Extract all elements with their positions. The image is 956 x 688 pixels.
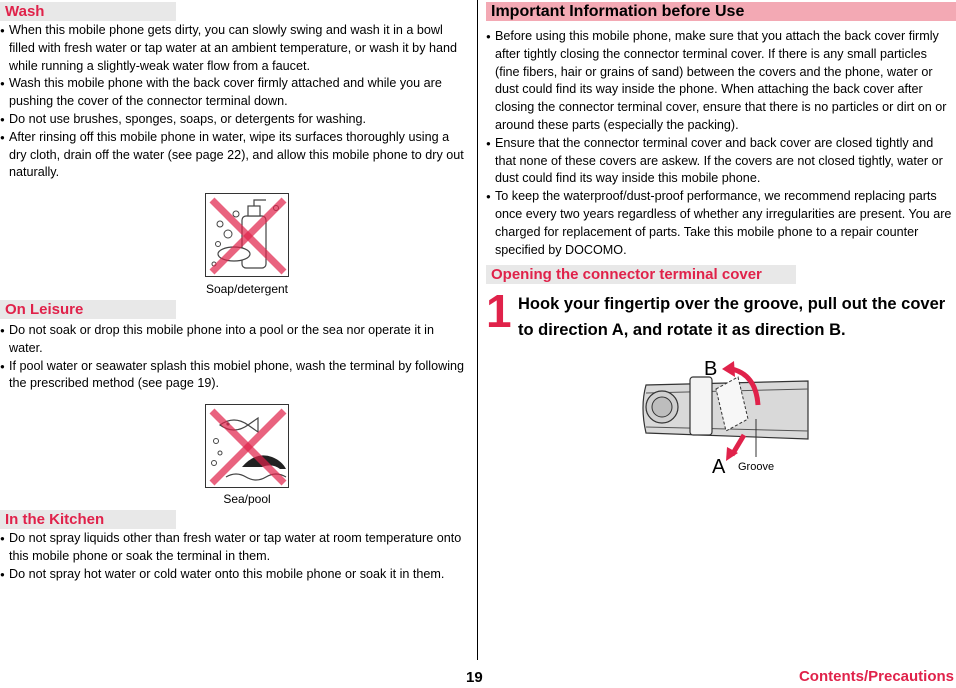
list-item: ● Do not spray liquids other than fresh water or tap water at room temperature onto this mobile phone or soak the terminal in them. xyxy=(0,530,466,566)
list-item: ● Ensure that the connector terminal cover and back cover are closed tightly and that none of these covers are askew. If the covers are not closed tightly, water or dust could find its way inside this mobile phone. xyxy=(486,135,952,188)
list-item: ● Do not soak or drop this mobile phone into a pool or the sea nor operate it in water. xyxy=(0,322,466,358)
important-info-heading: Important Information before Use xyxy=(486,2,956,21)
column-divider xyxy=(477,0,478,660)
list-item: ● If pool water or seawater splash this mobiel phone, wash the terminal by following the prescribed method (see page 19). xyxy=(0,358,466,394)
page-number: 19 xyxy=(466,669,483,686)
kitchen-bullet-list xyxy=(0,530,466,583)
step-instruction: Hook your fingertip over the groove, pull out the cover to direction A, and rotate it as direction B. xyxy=(518,295,946,339)
list-item: ● Do not spray hot water or cold water onto this mobile phone or soak it in them. xyxy=(0,566,466,584)
leisure-heading: On Leisure xyxy=(0,300,176,319)
soap-detergent-illustration xyxy=(205,193,289,277)
list-item: ● Wash this mobile phone with the back cover firmly attached and while you are pushing the cover of the connector terminal down. xyxy=(0,75,466,111)
leisure-bullet-list xyxy=(0,322,466,393)
soap-detergent-caption: Soap/detergent xyxy=(205,282,289,296)
wash-bullet-list xyxy=(0,22,466,182)
opening-cover-heading: Opening the connector terminal cover xyxy=(486,265,796,284)
important-bullet-list xyxy=(486,28,952,259)
contents-precautions-link[interactable]: Contents/Precautions xyxy=(798,668,954,685)
sea-pool-illustration xyxy=(205,404,289,488)
step-number: 1 xyxy=(486,285,512,337)
wash-heading: Wash xyxy=(0,2,176,21)
list-item: ● To keep the waterproof/dust-proof performance, we recommend replacing parts once every two years regardless of whether any irregularities are present. You are charged for replacement of parts. Take this mobile phone to a repair counter specified by DOCOMO. xyxy=(486,188,952,259)
list-item: ● When this mobile phone gets dirty, you can slowly swing and wash it in a bowl filled with fresh water or tap water at an ambient temperature, or wash it by hand while running a slightly-weak water flow from a faucet. xyxy=(0,22,466,75)
label-b: B xyxy=(704,358,718,380)
list-item: ● Before using this mobile phone, make sure that you attach the back cover firmly after tightly closing the connector terminal cover. If there is any small particles (fine fibers, hair or grains of sand) between the covers and the phone, water or dust could find its way inside the phone. When attaching the back cover after closing the connector terminal cover, ensure that there is no particles or dirt on or around these parts (especially the packing). xyxy=(486,28,952,135)
label-a: A xyxy=(712,456,726,477)
list-item: ● After rinsing off this mobile phone in water, wipe its surfaces thoroughly using a dry cloth, drain off the water (see page 22), and allow this mobile phone to dry out naturally. xyxy=(0,129,466,182)
label-groove: Groove xyxy=(738,461,775,473)
connector-cover-illustration xyxy=(636,355,812,477)
sea-pool-caption: Sea/pool xyxy=(223,492,271,506)
list-item: ● Do not use brushes, sponges, soaps, or detergents for washing. xyxy=(0,111,466,129)
connector-cover-svg xyxy=(636,355,812,477)
kitchen-heading: In the Kitchen xyxy=(0,510,176,529)
